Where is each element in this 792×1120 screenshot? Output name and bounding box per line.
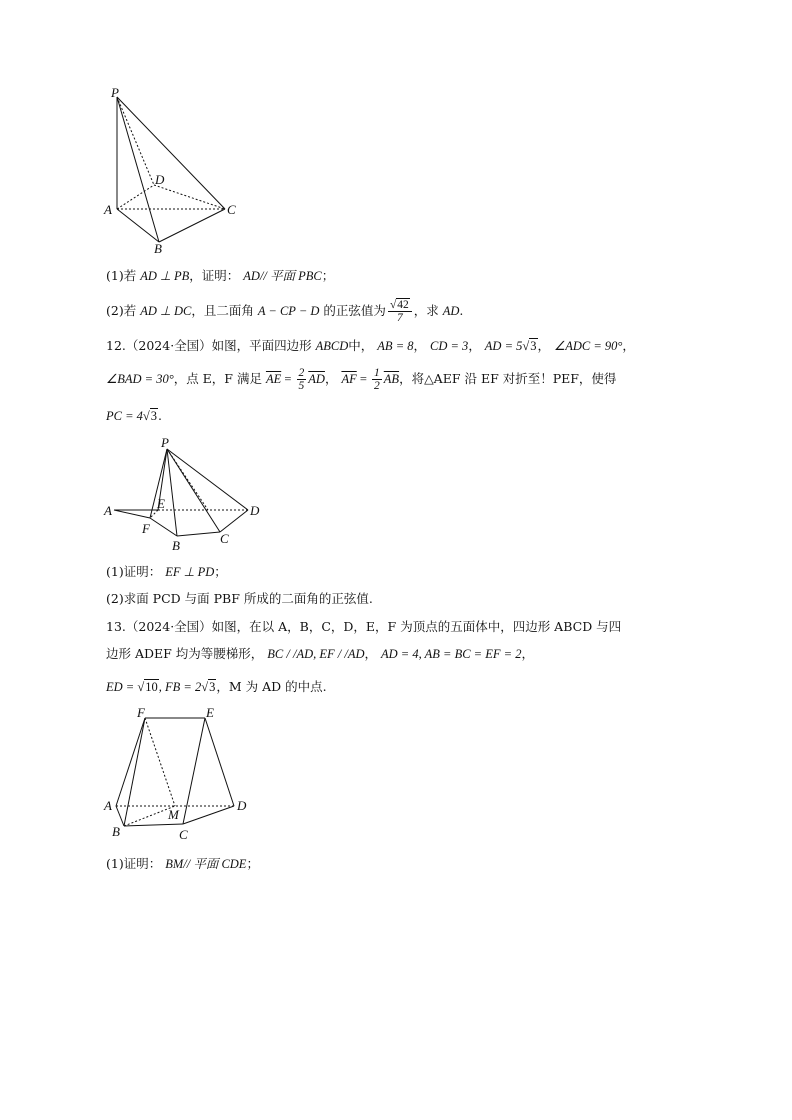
q12-fold-text: ，将△AEF 沿 EF 对折至！PEF，使得 <box>399 371 617 386</box>
q13-part1-claim: BM// 平面 CDE <box>165 857 247 871</box>
q13-part1-end: ； <box>246 856 259 871</box>
vertex-label-a: A <box>104 202 112 217</box>
vertex-label-e: E <box>206 705 214 720</box>
q11-part2-mid2: 的正弦值为 <box>323 303 386 318</box>
q12-line3 <box>106 408 162 424</box>
q12-zhong: 中， <box>348 338 374 353</box>
q12-ad-radicand: 3 <box>530 339 537 353</box>
vertex-label-e: E <box>157 496 165 511</box>
q13-part1-prefix: (1)证明： <box>106 856 162 871</box>
edge-cd <box>183 806 234 824</box>
edge-fm-hidden <box>145 718 175 806</box>
q12-pc-radicand: 3 <box>150 409 158 423</box>
q11-sine-denominator: 7 <box>396 312 403 324</box>
q11-part2-mid: ，且二面角 <box>191 303 254 318</box>
vertex-label-m: M <box>168 807 179 822</box>
q12-line2: ∠BAD = 30°，点 E，F 满足 $\overline{AE}$ = $\frac{2}{5}$ $\overline{AD}$， $\overline{AF}$ = $\frac{1}{2}$ $\overline{AB}$，将△AEF 沿 EF 对折至！PEF，使得 <box>106 367 617 392</box>
q13-heading: 13.（2024·全国）如图，在以 A，B，C，D，E，F 为顶点的五面体中，四边形 ABCD 与四 <box>106 619 622 634</box>
q11-part2-mid3: ，求 <box>413 303 439 318</box>
q11-part1-prefix: (1)若 <box>106 268 137 283</box>
q13-line1 <box>106 619 621 635</box>
q13-ed-fb: ED = √10, FB = 2√3 <box>106 680 216 694</box>
q12-ab: AB = 8 <box>377 339 414 353</box>
vertex-label-c: C <box>227 202 236 217</box>
q12-part1-claim: EF ⊥ PD <box>165 565 215 579</box>
vertex-label-f: F <box>142 521 150 536</box>
q12-points-text: ，点 E，F 满足 <box>173 371 262 386</box>
vertex-label-d: D <box>237 798 247 813</box>
pentahedron-diagram <box>100 706 260 846</box>
vertex-label-p: P <box>111 85 119 100</box>
q11-part1-condition: AD ⊥ PB <box>140 269 190 283</box>
edge-af <box>114 510 150 518</box>
q11-sine-radicand: 42 <box>397 299 409 311</box>
q12-part1-prefix: (1)证明： <box>106 564 162 579</box>
vertex-label-b: B <box>112 824 120 839</box>
q13-line3-end: ，M 为 AD 的中点. <box>216 679 327 694</box>
q12-ae-fraction <box>297 367 307 392</box>
q12-pc-end: . <box>158 408 163 423</box>
q12-part2 <box>106 591 373 607</box>
vertex-label-c: C <box>220 531 229 546</box>
q13-fb-prefix: , FB = 2 <box>158 680 202 694</box>
q12-ad: AD = 5√3 <box>484 339 537 353</box>
q11-part1-claim: AD// 平面 PBC <box>243 269 322 283</box>
vertex-label-a: A <box>104 798 112 813</box>
q13-sep: ， <box>364 646 378 661</box>
edge-bc <box>177 532 220 536</box>
q11-part1 <box>106 268 334 284</box>
edge-dc-hidden <box>154 185 225 209</box>
q13-lengths: AD = 4, AB = BC = EF = 2 <box>381 647 522 661</box>
q12-ad-prefix: AD = 5 <box>484 339 523 353</box>
q12-part1-end: ； <box>214 564 227 579</box>
edge-pd <box>167 449 248 510</box>
vertex-label-b: B <box>154 241 162 256</box>
edge-cd <box>220 510 248 532</box>
q12-af-den: 2 <box>374 380 380 392</box>
vertex-label-d: D <box>155 172 165 187</box>
q13-fb-radicand: 3 <box>209 680 216 694</box>
q13-part1 <box>106 856 259 872</box>
edge-ab <box>116 806 124 826</box>
q12-vector-af: $\overline{AF}$ <box>341 372 357 386</box>
q13-parallel-condition: BC / /AD, EF / /AD <box>267 647 365 661</box>
q12-vector-ad: $\overline{AD}$ <box>308 372 325 386</box>
q12-af-equals: = <box>356 372 371 386</box>
q11-part1-mid: ，证明： <box>189 268 240 283</box>
edge-fb <box>150 518 177 536</box>
q12-vector-ae: $\overline{AE}$ <box>265 372 282 386</box>
q11-part2-end: . <box>459 303 464 318</box>
edge-bc <box>159 209 225 242</box>
q12-part1 <box>106 564 227 580</box>
edge-pd-hidden <box>117 97 154 185</box>
q12-cd: CD = 3 <box>430 339 469 353</box>
q12-vector-ab: $\overline{AB}$ <box>383 372 400 386</box>
q13-line2-end: ， <box>521 646 534 661</box>
vertex-label-c: C <box>179 827 188 842</box>
edge-ed <box>205 718 234 806</box>
folded-diagram <box>100 436 270 556</box>
figure-folded-quadrilateral <box>100 436 270 556</box>
q12-part2-text: (2)求面 PCD 与面 PBF 所成的二面角的正弦值. <box>106 591 373 606</box>
q12-pc-prefix: PC = 4 <box>106 409 143 423</box>
q13-ed-radicand: 10 <box>145 680 158 694</box>
vertex-label-b: B <box>172 538 180 553</box>
q11-part2-dihedral: A − CP − D <box>257 304 320 318</box>
q12-line1: 12.（2024·全国）如图，平面四边形 ABCD中， AB = 8， CD = 3， AD = 5√3， ∠ADC = 90°， <box>106 338 635 353</box>
vertex-label-a: A <box>104 503 112 518</box>
q13-line3 <box>106 679 327 695</box>
q11-part2-condition: AD ⊥ DC <box>140 304 192 318</box>
q11-part2-target: AD <box>442 304 460 318</box>
q13-line2-prefix: 边形 ADEF 均为等腰梯形， <box>106 646 264 661</box>
q12-af-num: 1 <box>374 367 380 379</box>
q12-af-fraction <box>372 367 382 392</box>
figure-pyramid-pabcd <box>100 85 250 255</box>
edge-ec <box>183 718 205 824</box>
q12-ae-den: 5 <box>298 380 305 392</box>
vertex-label-f: F <box>137 705 145 720</box>
q11-sine-numerator: √42 <box>388 299 412 312</box>
q13-ed-prefix: ED = <box>106 680 138 694</box>
q12-quad: ABCD <box>315 339 349 353</box>
q12-heading: 12.（2024·全国）如图，平面四边形 <box>106 338 312 353</box>
q12-pc: PC = 4√3 <box>106 409 158 423</box>
vertex-label-d: D <box>250 503 260 518</box>
q13-line2 <box>106 646 534 662</box>
pyramid-diagram <box>100 85 250 255</box>
edge-bc <box>124 824 183 826</box>
edge-ab <box>117 209 159 242</box>
q12-angle-adc: ∠ADC = 90° <box>554 339 623 353</box>
q11-sine-fraction <box>388 299 412 324</box>
vertex-label-p: P <box>161 435 169 450</box>
q11-part2 <box>106 296 463 326</box>
q12-angle-bad: ∠BAD = 30° <box>106 372 174 386</box>
figure-pentahedron <box>100 706 260 846</box>
q11-part1-end: ； <box>321 268 335 283</box>
q12-ae-num: 2 <box>298 367 305 379</box>
q12-ae-equals: = <box>281 372 295 386</box>
q11-part2-prefix: (2)若 <box>106 303 137 318</box>
